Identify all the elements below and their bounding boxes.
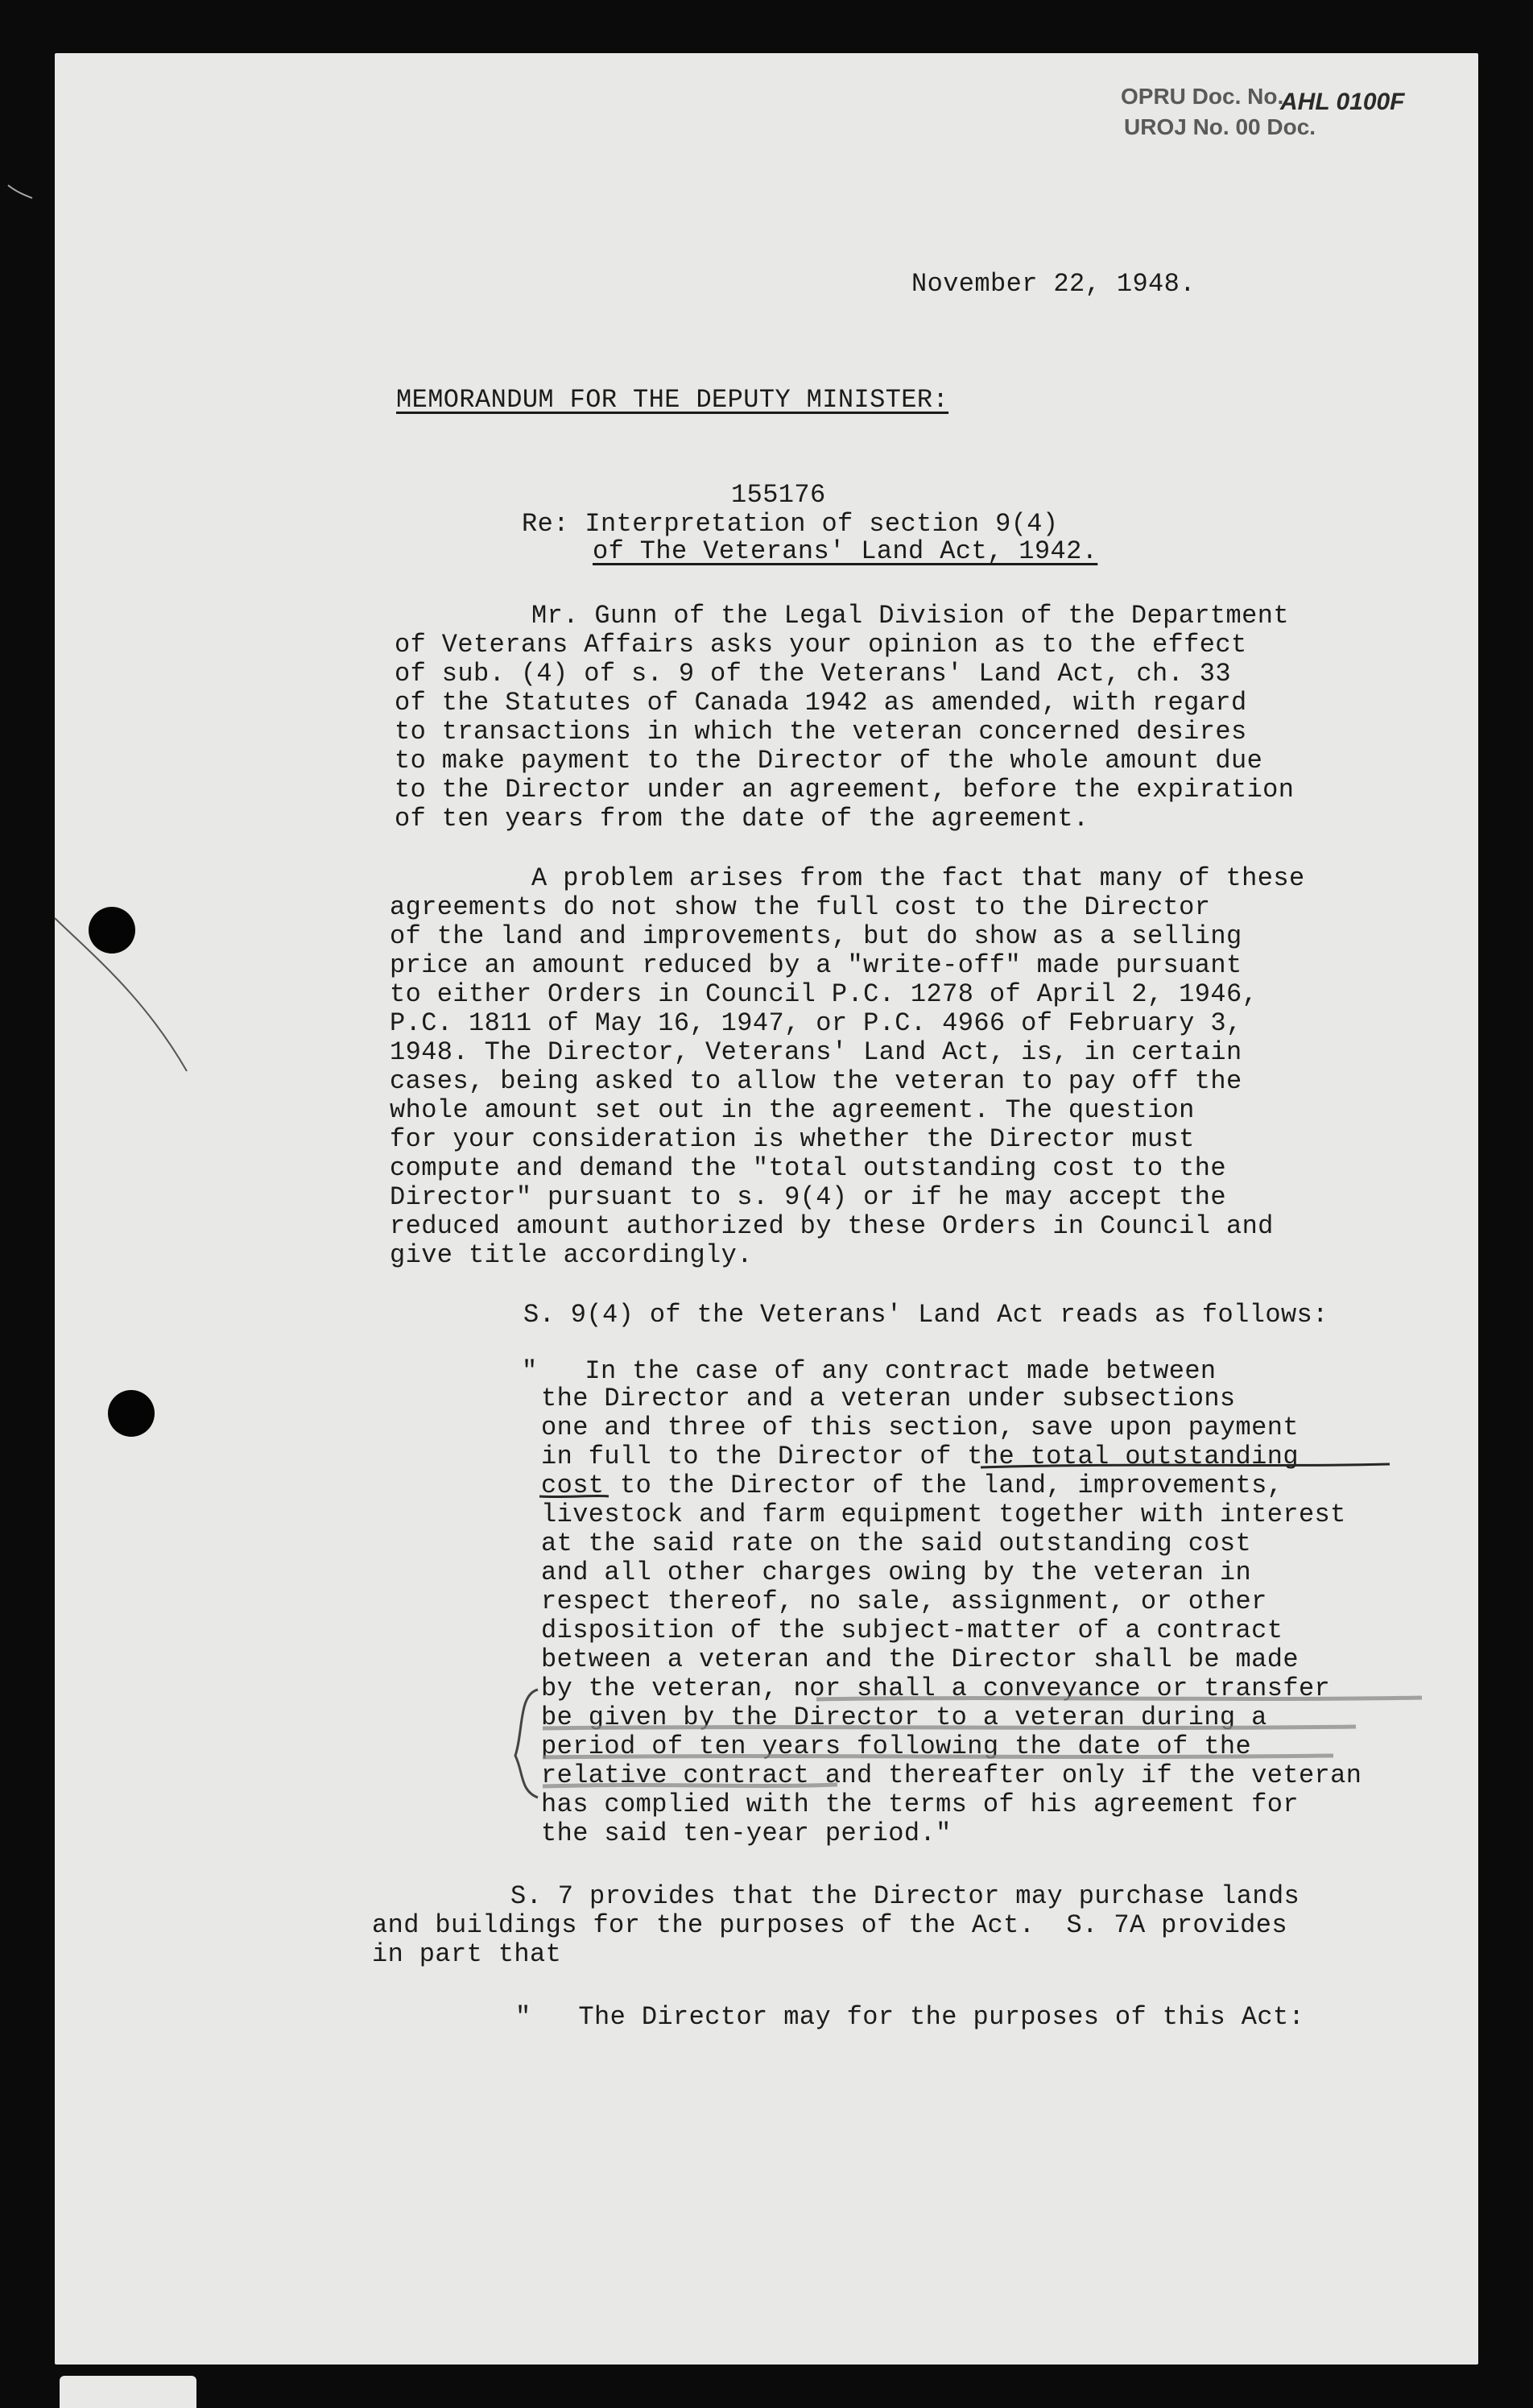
memo-date: November 22, 1948. [911,269,1196,299]
re-line-2: of The Veterans' Land Act, 1942. [593,536,1098,566]
archive-stamp-line1: OPRU Doc. No. [1121,84,1284,109]
memo-heading: MEMORANDUM FOR THE DEPUTY MINISTER: [396,385,949,415]
handwritten-reference: AHL 0100F [1280,89,1405,115]
act-quote: " The Director may for the purposes of this Act: [515,2002,1305,2032]
paragraph-3: S. 9(4) of the Veterans' Land Act reads as follows: [523,1300,1328,1330]
re-line-1: Re: Interpretation of section 9(4) [522,509,1059,539]
archive-stamp-line2: UROJ No. 00 Doc. [1124,114,1316,139]
file-number: 155176 [731,480,826,510]
